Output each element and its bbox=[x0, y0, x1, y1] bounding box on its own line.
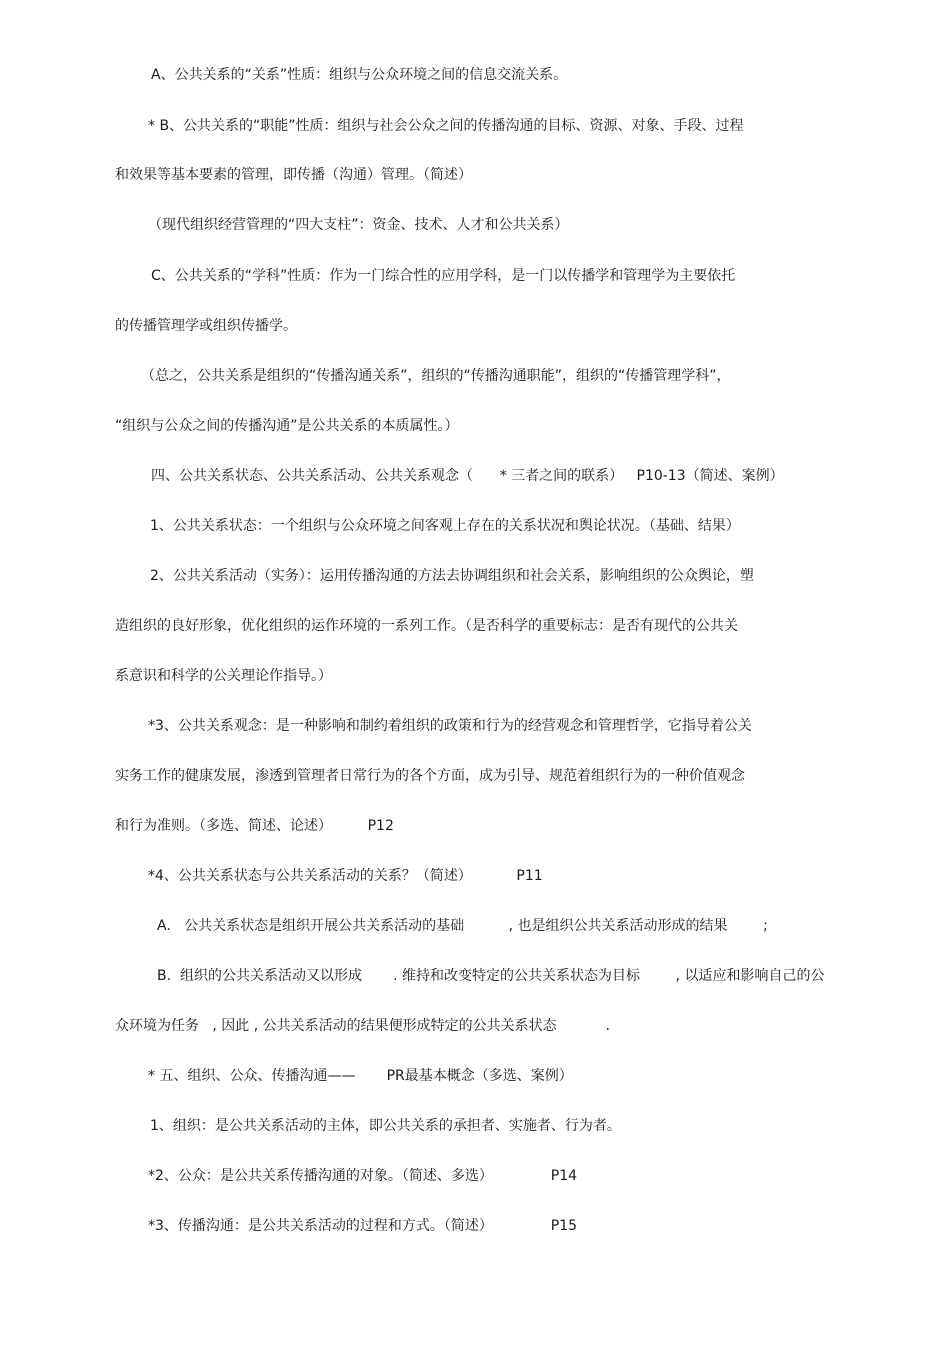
paragraph-line: 1、组织：是公共关系活动的主体，即公共关系的承担者、实施者、行为者。 bbox=[150, 1118, 621, 1134]
paragraph-line: 众环境为任务 , 因此 , 公共关系活动的结果便形成特定的公共关系状态 . bbox=[115, 1018, 611, 1034]
paragraph-line: 造组织的良好形象，优化组织的运作环境的一系列工作。（是否科学的重要标志：是否有现代的公共关 bbox=[115, 618, 738, 634]
paragraph-line: 1、公共关系状态：一个组织与公众环境之间客观上存在的关系状况和舆论状况。（基础、结果） bbox=[150, 518, 740, 534]
paragraph-line: B. 组织的公共关系活动又以形成 . 维持和改变特定的公共关系状态为目标 , 以适应和影响自己的公 bbox=[157, 968, 825, 984]
paragraph-line: 和行为准则。（多选、简述、论述） P12 bbox=[115, 818, 394, 834]
paragraph-line: 2、公共关系活动（实务）：运用传播沟通的方法去协调组织和社会关系，影响组织的公众舆论，塑 bbox=[150, 568, 754, 584]
paragraph-line: （总之，公共关系是组织的“传播沟通关系”，组织的“传播沟通职能”，组织的“传播管理学科”， bbox=[141, 368, 731, 384]
section-heading: 四、公共关系状态、公共关系活动、公共关系观念（ * 三者之间的联系） P10-13（简述、案例） bbox=[151, 468, 784, 484]
paragraph-line: 的传播管理学或组织传播学。 bbox=[115, 318, 297, 334]
paragraph-line: A. 公共关系状态是组织开展公共关系活动的基础 , 也是组织公共关系活动形成的结果 ; bbox=[157, 918, 768, 934]
paragraph-line: *2、公众：是公共关系传播沟通的对象。（简述、多选） P14 bbox=[148, 1168, 578, 1184]
paragraph-line: *3、公共关系观念：是一种影响和制约着组织的政策和行为的经营观念和管理哲学，它指导着公关 bbox=[148, 718, 752, 734]
paragraph-line: 实务工作的健康发展，渗透到管理者日常行为的各个方面，成为引导、规范着组织行为的一种价值观念 bbox=[115, 768, 745, 784]
paragraph-line: （现代组织经营管理的“四大支柱”：资金、技术、人才和公共关系） bbox=[148, 217, 569, 233]
section-heading: * 五、组织、公众、传播沟通—— PR最基本概念（多选、案例） bbox=[148, 1068, 573, 1084]
paragraph-line: 和效果等基本要素的管理，即传播（沟通）管理。（简述） bbox=[115, 167, 472, 183]
paragraph-line: 系意识和科学的公关理论作指导。） bbox=[115, 668, 332, 684]
paragraph-line: * B、公共关系的“职能”性质：组织与社会公众之间的传播沟通的目标、资源、对象、手段、过程 bbox=[148, 118, 744, 134]
paragraph-line: *3、传播沟通：是公共关系活动的过程和方式。（简述） P15 bbox=[148, 1218, 578, 1234]
paragraph-line: “组织与公众之间的传播沟通”是公共关系的本质属性。） bbox=[115, 418, 459, 434]
paragraph-line: C、公共关系的“学科”性质：作为一门综合性的应用学科，是一门以传播学和管理学为主要依托 bbox=[151, 268, 736, 284]
paragraph-line: *4、公共关系状态与公共关系活动的关系？（简述） P11 bbox=[148, 868, 543, 884]
paragraph-line: A、公共关系的“关系”性质：组织与公众环境之间的信息交流关系。 bbox=[151, 67, 568, 83]
